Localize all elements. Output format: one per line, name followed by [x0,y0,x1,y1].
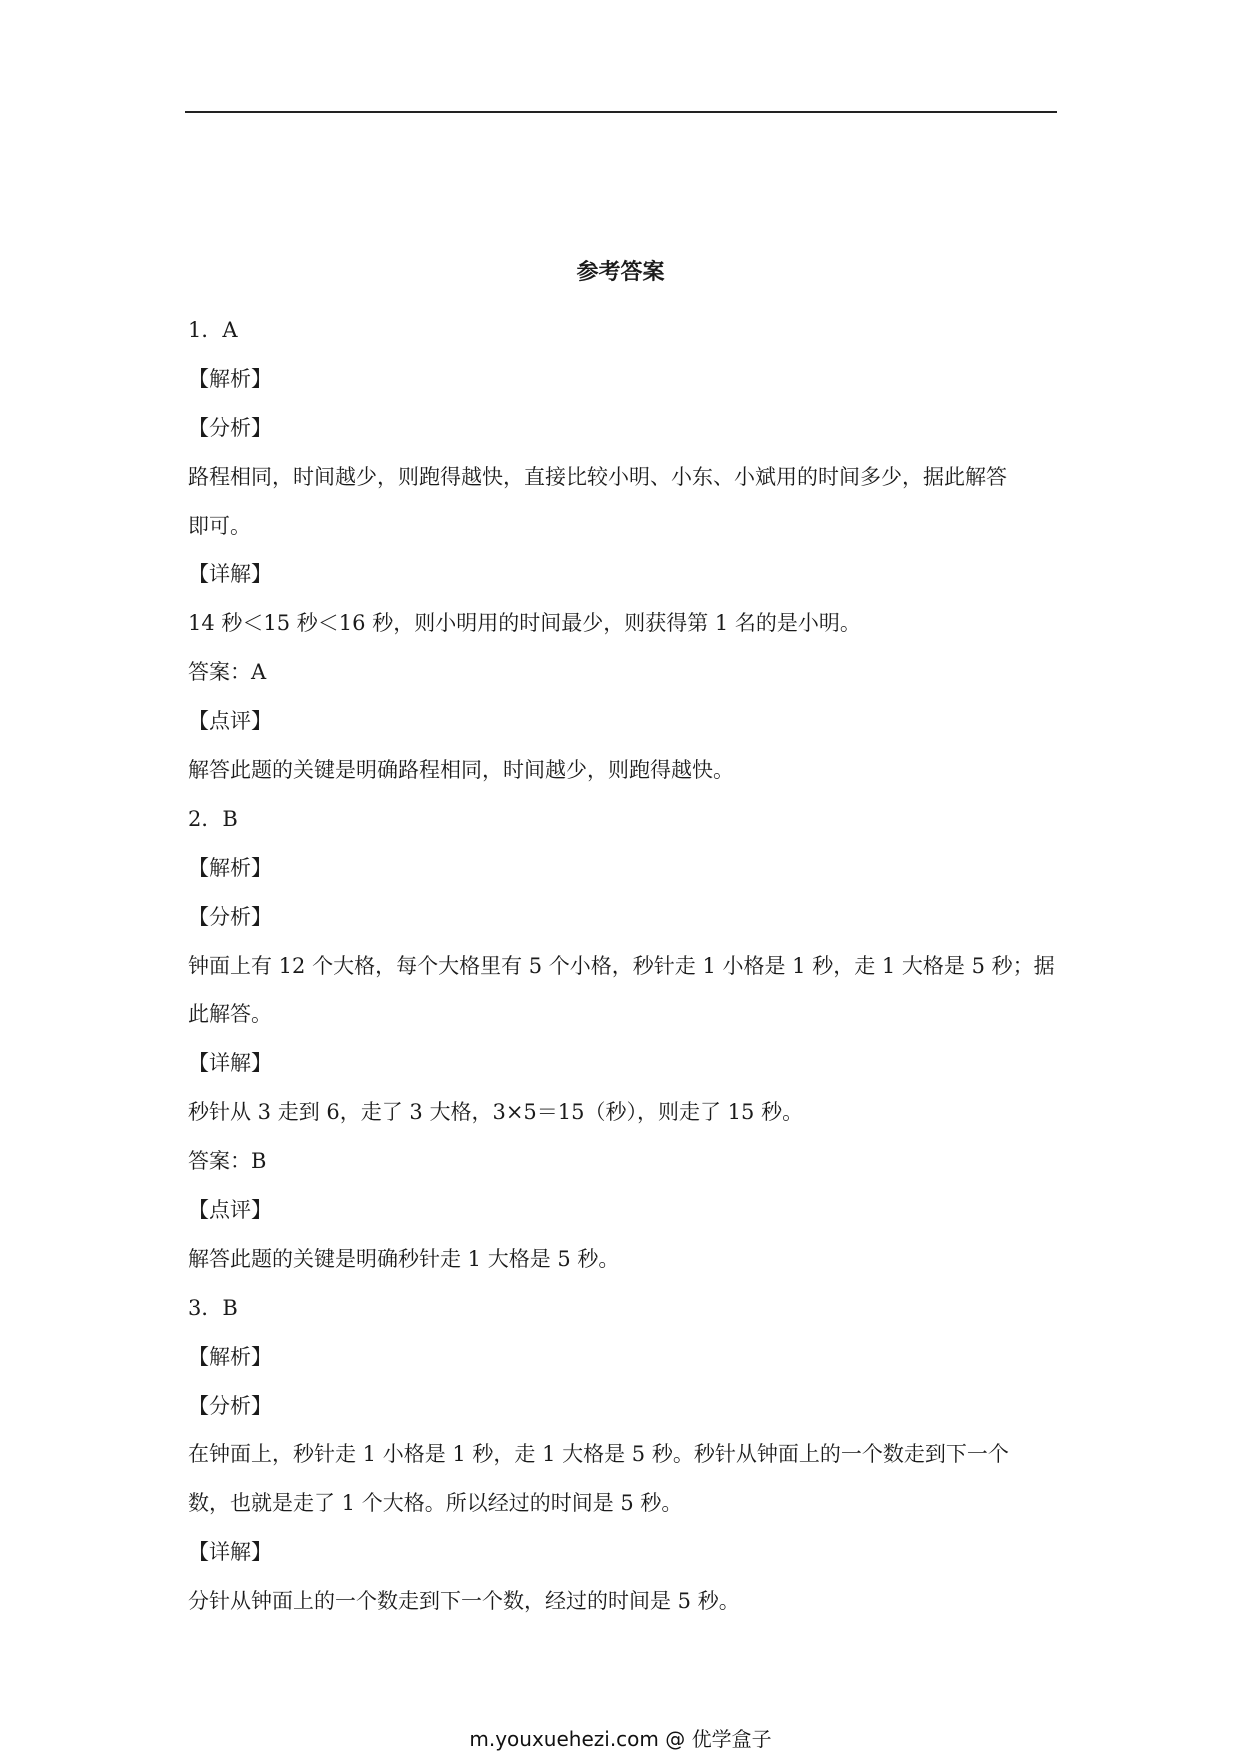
content-line: 答案：A [188,660,267,685]
content-line: 分针从钟面上的一个数走到下一个数，经过的时间是 5 秒。 [188,1589,740,1614]
content-line: 解答此题的关键是明确路程相同，时间越少，则跑得越快。 [188,758,734,783]
content-line: 【解析】 [188,366,272,391]
content-line: 即可。 [188,513,251,538]
content-line: 【分析】 [188,415,272,440]
content-line: 秒针从 3 走到 6，走了 3 大格，3×5＝15（秒），则走了 15 秒。 [188,1100,804,1125]
content-line: 路程相同，时间越少，则跑得越快，直接比较小明、小东、小斌用的时间多少，据此解答 [188,464,1007,489]
content-line: 在钟面上，秒针走 1 小格是 1 秒，走 1 大格是 5 秒。秒针从钟面上的一个数走到下一个 [188,1442,1009,1467]
content-line: 14 秒＜15 秒＜16 秒，则小明用的时间最少，则获得第 1 名的是小明。 [188,611,861,636]
header-rule [185,111,1057,113]
content-line: 【详解】 [188,562,272,587]
content-line: 【解析】 [188,1344,272,1369]
content-line: 此解答。 [188,1002,272,1027]
content-line: 3．B [188,1295,238,1320]
content-line: 【分析】 [188,1393,272,1418]
content-line: 【详解】 [188,1051,272,1076]
page-footer: m.youxuehezi.com @ 优学盒子 [469,1727,772,1751]
answer-content [188,306,1068,1626]
content-line: 【点评】 [188,709,272,734]
content-line: 答案：B [188,1149,267,1174]
content-line: 钟面上有 12 个大格，每个大格里有 5 个小格，秒针走 1 小格是 1 秒，走 1 大格是 5 秒；据 [188,953,1055,978]
content-line: 解答此题的关键是明确秒针走 1 大格是 5 秒。 [188,1246,620,1271]
content-line: 【分析】 [188,904,272,929]
content-line: 【点评】 [188,1198,272,1223]
content-line: 【详解】 [188,1540,272,1565]
page-title: 参考答案 [576,260,665,285]
content-line: 1．A [188,318,238,342]
content-line: 数，也就是走了 1 个大格。所以经过的时间是 5 秒。 [188,1491,683,1516]
content-line: 2．B [188,806,238,831]
content-line: 【解析】 [188,855,272,880]
